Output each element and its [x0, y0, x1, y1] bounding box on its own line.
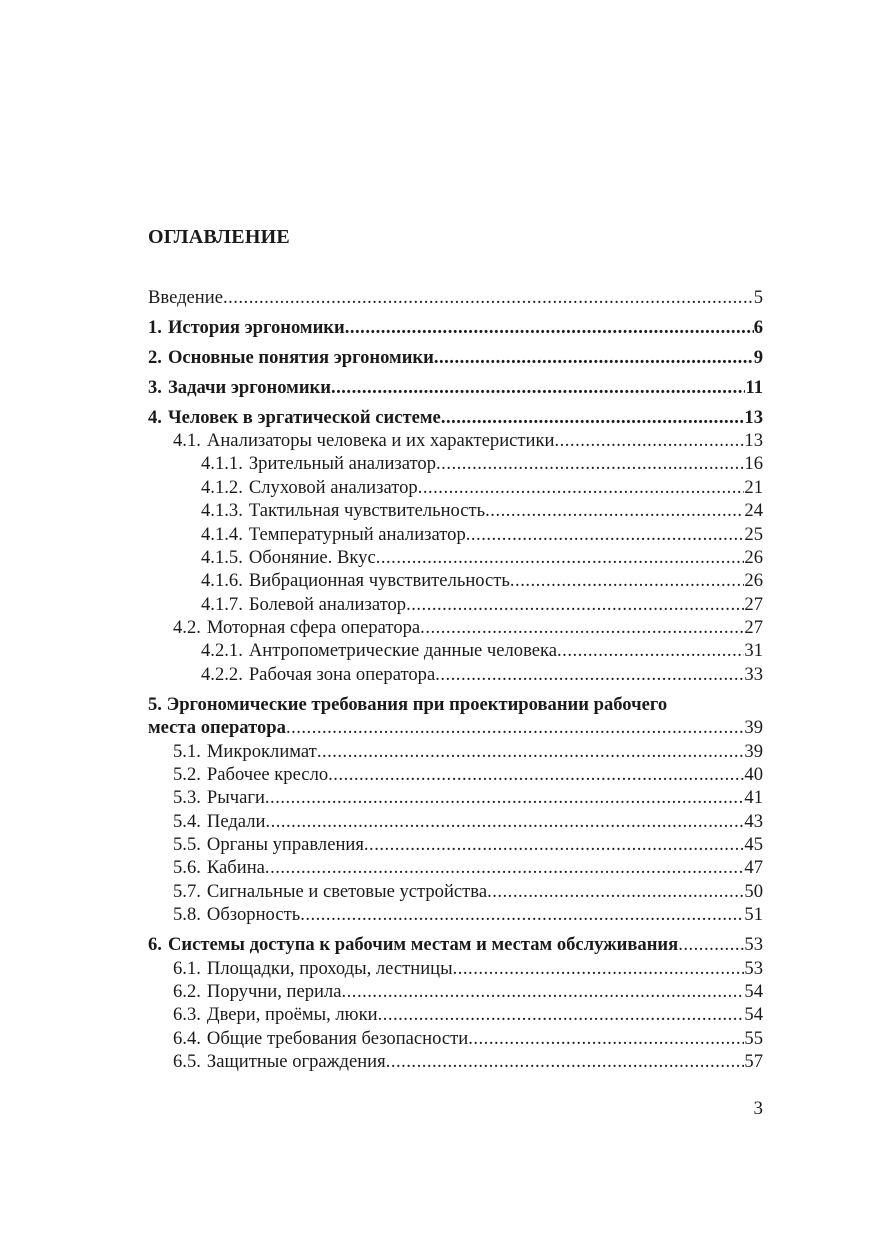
- toc-entry-page: 43: [744, 810, 763, 832]
- toc-entry-section-6-5[interactable]: [148, 1050, 763, 1073]
- toc-leader-dots: [468, 1027, 744, 1050]
- toc-entry-number: 4.1.6.: [201, 570, 243, 592]
- toc-entry-chapter-2[interactable]: [148, 346, 763, 369]
- toc-title: ОГЛАВЛЕНИЕ: [148, 226, 290, 248]
- toc-leader-dots: [441, 406, 745, 429]
- toc-entry-page: 33: [744, 663, 763, 685]
- toc-entry-number: 5.2.: [173, 763, 201, 785]
- toc-entry-number: 6.5.: [173, 1051, 201, 1073]
- toc-entry-page: 6: [753, 316, 763, 338]
- toc-entry-text: Основные понятия эргономики: [167, 346, 434, 368]
- toc-entry-section-5-4[interactable]: [148, 810, 763, 833]
- toc-entry-number: 4.2.2.: [201, 663, 243, 685]
- table-of-contents: [148, 286, 763, 1074]
- toc-entry-number: 6.1.: [173, 957, 201, 979]
- toc-leader-dots: [378, 1003, 745, 1026]
- toc-entry-section-5-2[interactable]: [148, 763, 763, 786]
- toc-entry-page: 26: [744, 570, 763, 592]
- toc-entry-text: Моторная сфера оператора: [206, 617, 421, 639]
- toc-leader-dots: [265, 856, 744, 879]
- toc-entry-text: Анализаторы человека и их характеристики: [206, 429, 555, 451]
- toc-entry-section-5-1[interactable]: [148, 740, 763, 763]
- toc-entry-section-4-2[interactable]: [148, 616, 763, 639]
- toc-entry-number: 4.1.: [173, 429, 201, 451]
- toc-entry-text: Слуховой анализатор: [248, 476, 418, 498]
- toc-entry-text: Микроклимат: [206, 740, 317, 762]
- toc-entry-text: Кабина: [206, 857, 265, 879]
- toc-entry-subsection-4-1-6[interactable]: [148, 569, 763, 592]
- toc-entry-subsection-4-1-2[interactable]: [148, 476, 763, 499]
- toc-entry-section-5-3[interactable]: [148, 786, 763, 809]
- toc-leader-dots: [678, 933, 744, 956]
- toc-entry-subsection-4-1-3[interactable]: [148, 499, 763, 522]
- toc-leader-dots: [342, 980, 745, 1003]
- page-number: 3: [753, 1098, 763, 1119]
- toc-leader-dots: [317, 740, 745, 763]
- toc-entry-text: История эргономики: [167, 316, 345, 338]
- toc-entry-section-6-2[interactable]: [148, 980, 763, 1003]
- toc-entry-number: 4.1.7.: [201, 593, 243, 615]
- toc-entry-page: 40: [744, 763, 763, 785]
- toc-entry-section-5-6[interactable]: [148, 856, 763, 879]
- toc-entry-number: 4.1.4.: [201, 523, 243, 545]
- toc-leader-dots: [418, 476, 745, 499]
- toc-entry-number: 6.3.: [173, 1004, 201, 1026]
- toc-entry-number: 5.4.: [173, 810, 201, 832]
- toc-leader-dots: [386, 1050, 745, 1073]
- toc-entry-page: 51: [744, 904, 763, 926]
- toc-entry-introduction[interactable]: [148, 286, 763, 309]
- toc-entry-text: Рычаги: [206, 787, 265, 809]
- toc-entry-page: 9: [753, 346, 763, 368]
- toc-entry-text: Системы доступа к рабочим местам и местам обслуживания: [167, 934, 679, 956]
- toc-entry-text: Введение: [148, 287, 223, 308]
- toc-entry-page: 21: [744, 476, 763, 498]
- toc-entry-page: 45: [744, 834, 763, 856]
- toc-leader-dots: [510, 569, 745, 592]
- toc-entry-page: 24: [744, 500, 763, 522]
- toc-entry-number: 5.3.: [173, 787, 201, 809]
- toc-entry-page: 55: [744, 1027, 763, 1049]
- toc-entry-text: Педали: [206, 810, 266, 832]
- toc-entry-number: 4.: [148, 406, 162, 428]
- toc-entry-subsection-4-1-4[interactable]: [148, 523, 763, 546]
- toc-entry-chapter-1[interactable]: [148, 316, 763, 339]
- toc-entry-page: 5: [753, 287, 763, 308]
- toc-entry-page: 54: [744, 980, 763, 1002]
- toc-entry-text: Сигнальные и световые устройства: [206, 880, 488, 902]
- toc-entry-section-6-3[interactable]: [148, 1003, 763, 1026]
- toc-entry-text: Вибрационная чувствительность: [248, 570, 510, 592]
- toc-entry-text: Болевой анализатор: [248, 593, 407, 615]
- toc-entry-number: 6.: [148, 934, 162, 956]
- toc-entry-text: Площадки, проходы, лестницы: [206, 957, 453, 979]
- toc-entry-text: Тактильная чувствительность: [248, 500, 486, 522]
- toc-leader-dots: [436, 452, 744, 475]
- toc-entry-section-4-1[interactable]: [148, 429, 763, 452]
- toc-leader-dots: [300, 903, 744, 926]
- toc-entry-section-6-4[interactable]: [148, 1027, 763, 1050]
- toc-entry-chapter-5[interactable]: [148, 693, 763, 740]
- toc-entry-text: Эргономические требования при проектировании рабочего: [166, 693, 668, 715]
- toc-entry-number: 4.1.1.: [201, 453, 243, 475]
- toc-entry-page: 53: [744, 934, 763, 956]
- toc-entry-page: 41: [744, 787, 763, 809]
- toc-entry-number: 3.: [148, 376, 162, 398]
- toc-leader-dots: [420, 616, 744, 639]
- toc-entry-page: 25: [744, 523, 763, 545]
- toc-entry-section-6-1[interactable]: [148, 957, 763, 980]
- toc-leader-dots: [554, 429, 744, 452]
- toc-leader-dots: [466, 523, 745, 546]
- toc-entry-chapter-6[interactable]: [148, 933, 763, 956]
- toc-entry-subsection-4-1-5[interactable]: [148, 546, 763, 569]
- toc-entry-number: 4.2.: [173, 617, 201, 639]
- toc-entry-text-continued: места оператора: [148, 717, 286, 739]
- toc-entry-text: Обоняние. Вкус: [248, 546, 376, 568]
- toc-entry-page: 26: [744, 546, 763, 568]
- toc-entry-number: 4.2.1.: [201, 640, 243, 662]
- toc-leader-dots: [364, 833, 745, 856]
- toc-entry-number: 4.1.2.: [201, 476, 243, 498]
- toc-entry-number: 6.4.: [173, 1027, 201, 1049]
- toc-leader-dots: [328, 763, 744, 786]
- toc-entry-text: Человек в эргатической системе: [167, 406, 441, 428]
- toc-entry-page: 16: [744, 453, 763, 475]
- toc-leader-dots: [223, 286, 754, 309]
- toc-entry-page: 13: [744, 429, 763, 451]
- toc-entry-text: Температурный анализатор: [248, 523, 466, 545]
- toc-entry-section-5-7[interactable]: [148, 880, 763, 903]
- toc-entry-subsection-4-1-7[interactable]: [148, 593, 763, 616]
- toc-entry-page: 27: [744, 617, 763, 639]
- toc-leader-dots: [434, 346, 754, 369]
- toc-entry-subsection-4-1-1[interactable]: [148, 452, 763, 475]
- toc-leader-dots: [331, 376, 745, 399]
- toc-entry-page: 39: [744, 717, 763, 739]
- toc-entry-page: 53: [744, 957, 763, 979]
- toc-entry-number: 1.: [148, 316, 162, 338]
- toc-entry-number: 6.2.: [173, 980, 201, 1002]
- toc-leader-dots: [286, 716, 744, 739]
- toc-entry-text: Зрительный анализатор: [248, 453, 437, 475]
- toc-entry-number: 5.5.: [173, 834, 201, 856]
- toc-entry-text: Задачи эргономики: [167, 376, 331, 398]
- toc-entry-number: 2.: [148, 346, 162, 368]
- toc-entry-chapter-4[interactable]: [148, 406, 763, 429]
- toc-entry-text: Обзорность: [206, 904, 301, 926]
- toc-leader-dots: [453, 957, 745, 980]
- toc-leader-dots: [345, 316, 754, 339]
- toc-entry-page: 11: [745, 376, 763, 398]
- toc-leader-dots: [376, 546, 745, 569]
- toc-entry-number: 4.1.3.: [201, 500, 243, 522]
- toc-leader-dots: [406, 593, 744, 616]
- toc-leader-dots: [265, 810, 744, 833]
- toc-entry-section-5-5[interactable]: [148, 833, 763, 856]
- toc-entry-page: 31: [744, 640, 763, 662]
- toc-entry-text: Защитные ограждения: [206, 1051, 386, 1073]
- toc-leader-dots: [265, 786, 745, 809]
- toc-entry-number: 5.7.: [173, 880, 201, 902]
- toc-entry-page: 47: [744, 857, 763, 879]
- toc-entry-text: Рабочая зона оператора: [248, 663, 436, 685]
- toc-entry-number: 4.1.5.: [201, 546, 243, 568]
- toc-leader-dots: [485, 499, 744, 522]
- toc-entry-text: Общие требования безопасности: [206, 1027, 469, 1049]
- toc-entry-subsection-4-2-1[interactable]: [148, 639, 763, 662]
- toc-entry-number: 5.1.: [173, 740, 201, 762]
- toc-entry-chapter-3[interactable]: [148, 376, 763, 399]
- toc-entry-page: 50: [744, 880, 763, 902]
- toc-entry-text: Антропометрические данные человека: [248, 640, 558, 662]
- toc-leader-dots: [435, 663, 744, 686]
- toc-entry-page: 39: [744, 740, 763, 762]
- toc-entry-section-5-8[interactable]: [148, 903, 763, 926]
- toc-entry-number: 5.6.: [173, 857, 201, 879]
- toc-entry-subsection-4-2-2[interactable]: [148, 663, 763, 686]
- toc-entry-page: 13: [744, 406, 763, 428]
- toc-entry-number: 5.8.: [173, 904, 201, 926]
- toc-entry-text: Двери, проёмы, люки: [206, 1004, 378, 1026]
- toc-entry-text: Рабочее кресло: [206, 763, 329, 785]
- toc-entry-page: 27: [744, 593, 763, 615]
- toc-entry-page: 57: [744, 1051, 763, 1073]
- toc-leader-dots: [487, 880, 744, 903]
- toc-leader-dots: [557, 639, 744, 662]
- toc-entry-text: Органы управления: [206, 834, 364, 856]
- toc-entry-page: 54: [744, 1004, 763, 1026]
- toc-entry-number: 5.: [148, 693, 162, 715]
- toc-entry-text: Поручни, перила: [206, 980, 342, 1002]
